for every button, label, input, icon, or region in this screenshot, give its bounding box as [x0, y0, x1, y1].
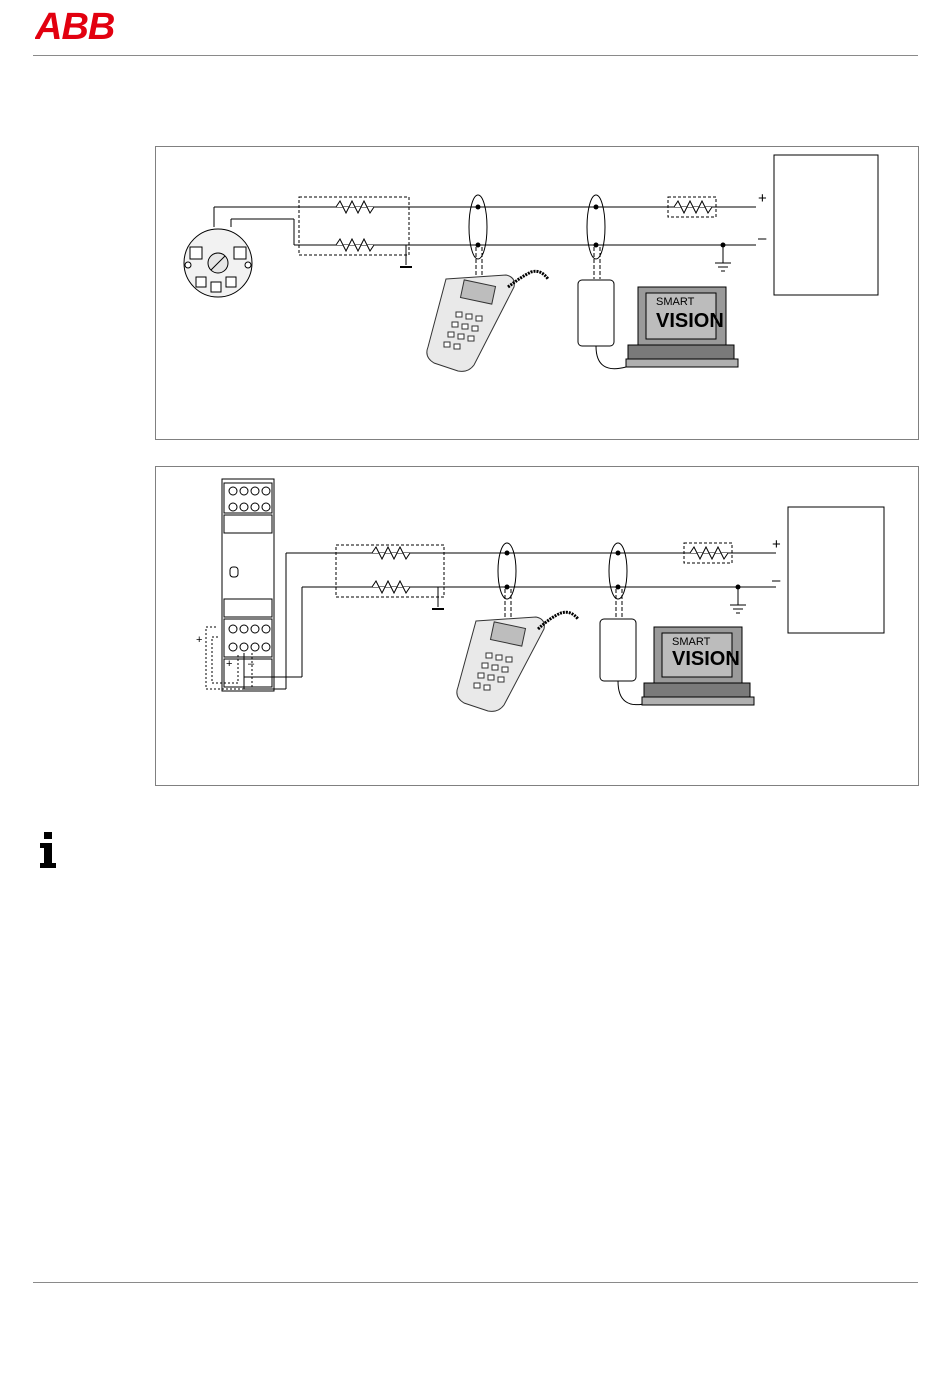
minus-label: –	[758, 230, 767, 247]
wiring-diagram-rail-mount	[155, 466, 919, 786]
module-plus-label: +	[226, 658, 233, 670]
info-icon	[39, 832, 57, 868]
plus-label: +	[758, 190, 767, 207]
sensor-plus-label: +	[196, 634, 203, 646]
handheld-communicator	[457, 612, 578, 711]
module-minus-label: –	[248, 658, 255, 670]
footer-rule	[33, 1282, 918, 1283]
software-logo-line1: SMART	[656, 296, 695, 308]
svg-text:ABB: ABB	[35, 8, 115, 42]
handheld-communicator	[427, 271, 548, 371]
software-logo-line1: SMART	[672, 636, 711, 648]
software-logo-line2: VISION	[672, 648, 740, 670]
header-rule	[33, 55, 918, 56]
software-logo-line2: VISION	[656, 310, 724, 332]
head-mount-transmitter	[184, 229, 252, 297]
minus-label: –	[772, 572, 781, 589]
plus-label: +	[772, 536, 781, 553]
abb-logo	[35, 8, 119, 42]
wiring-diagram-head-mount	[155, 146, 919, 440]
